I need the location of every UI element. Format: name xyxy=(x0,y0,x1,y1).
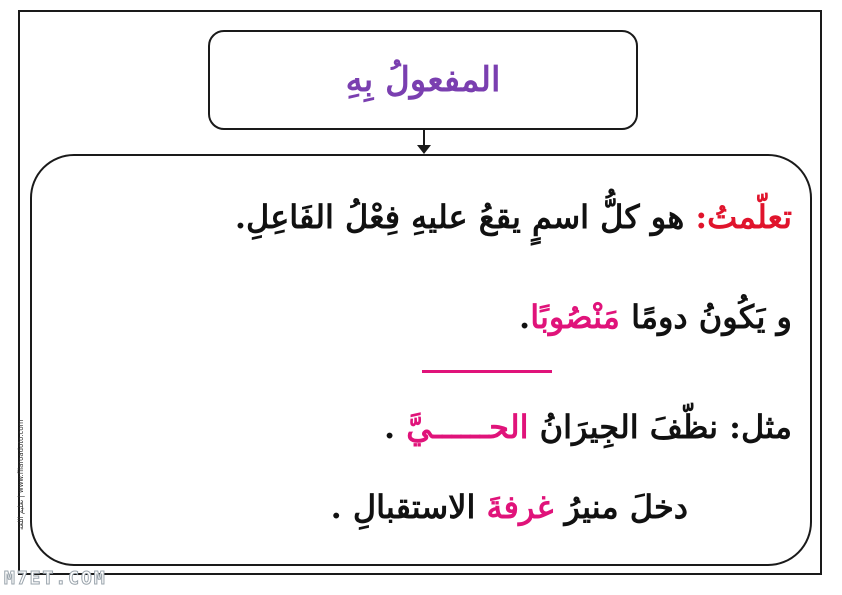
definition-label: تعلّمتُ: xyxy=(695,198,792,236)
definition-text: هو كلُّ اسمٍ يقعُ عليهِ فِعْلُ الفَاعِلِ. xyxy=(234,198,696,236)
rule-suffix: . xyxy=(519,298,531,336)
content-box xyxy=(30,154,812,566)
example-1-highlight: الحــــــيَّ xyxy=(406,408,529,446)
side-credit: تعليم اللغة | www.filaroadoto.com xyxy=(17,419,25,530)
rule-line xyxy=(519,298,792,336)
example-line-1 xyxy=(384,408,792,446)
example-2-highlight: غرفةَ xyxy=(486,488,554,526)
title-box xyxy=(208,30,638,130)
page-title: المفعولُ بِهِ xyxy=(345,60,501,100)
example-2-suffix: الاستقبالِ . xyxy=(330,488,487,526)
watermark: M7ET.COM xyxy=(4,568,107,589)
definition-line xyxy=(235,198,792,236)
example-1-prefix: مثل: نظّفَ الجِيرَانُ xyxy=(528,408,792,446)
example-2-prefix: دخلَ منيرُ xyxy=(553,488,688,526)
highlight-underline xyxy=(422,370,552,373)
example-1-suffix: . xyxy=(383,408,407,446)
example-line-2 xyxy=(331,488,688,526)
rule-prefix: و يَكُونُ دومًا xyxy=(619,298,792,336)
rule-highlight: مَنْصُوبًا xyxy=(530,298,620,336)
arrow-down-icon xyxy=(417,145,431,154)
